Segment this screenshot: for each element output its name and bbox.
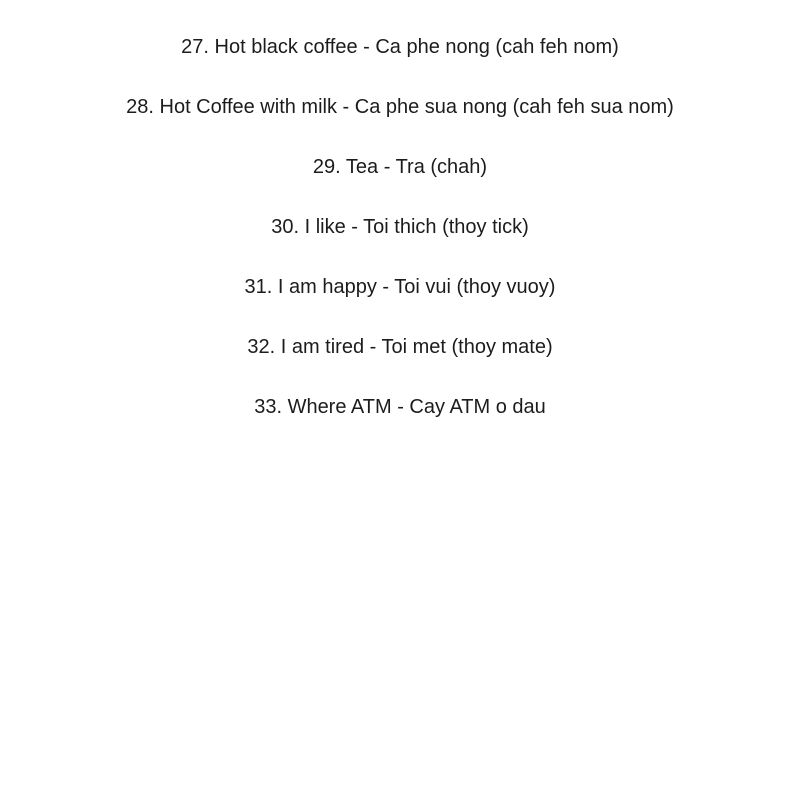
phrase-list (0, 33, 800, 453)
phrase-item: 27. Hot black coffee - Ca phe nong (cah feh nom) (181, 36, 619, 58)
phrase-item: 32. I am tired - Toi met (thoy mate) (247, 336, 553, 358)
phrase-item: 31. I am happy - Toi vui (thoy vuoy) (244, 276, 556, 298)
phrase-item: 33. Where ATM - Cay ATM o dau (254, 396, 546, 418)
phrase-item: 30. I like - Toi thich (thoy tick) (271, 216, 529, 238)
phrase-item: 28. Hot Coffee with milk - Ca phe sua nong (cah feh sua nom) (126, 96, 674, 118)
phrase-item: 29. Tea - Tra (chah) (312, 156, 488, 178)
